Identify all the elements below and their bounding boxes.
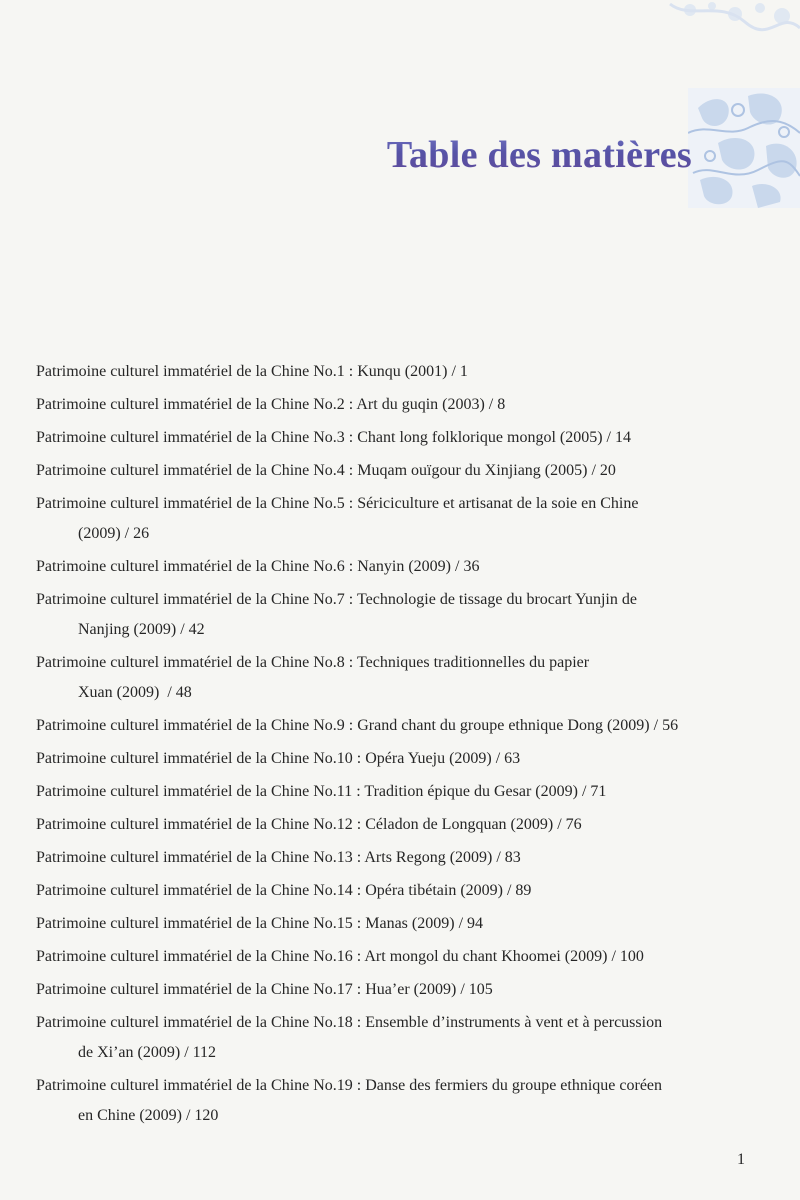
- toc-entry: [36, 390, 776, 420]
- toc-entry: [36, 711, 776, 741]
- toc-entry-line: Patrimoine culturel immatériel de la Chine No.11 : Tradition épique du Gesar (2009) / 71: [36, 783, 607, 800]
- toc-entry-line: Patrimoine culturel immatériel de la Chine No.16 : Art mongol du chant Khoomei (2009) / 100: [36, 948, 644, 965]
- toc-entry: [36, 456, 776, 486]
- toc-entry-line: Patrimoine culturel immatériel de la Chine No.5 : Sériciculture et artisanat de la soie en Chine: [36, 495, 639, 512]
- toc-entry: [36, 1008, 776, 1068]
- toc-entry: [36, 777, 776, 807]
- toc-entry: [36, 648, 776, 708]
- toc-entry: [36, 489, 776, 549]
- toc-entry-line: Patrimoine culturel immatériel de la Chine No.19 : Danse des fermiers du groupe ethnique coréen: [36, 1077, 663, 1094]
- table-of-contents: [36, 357, 776, 1134]
- page-number: 1: [737, 1151, 745, 1168]
- toc-entry-line: Patrimoine culturel immatériel de la Chine No.1 : Kunqu (2001) / 1: [36, 363, 468, 380]
- toc-entry: [36, 942, 776, 972]
- toc-entry-line: Patrimoine culturel immatériel de la Chine No.7 : Technologie de tissage du brocart Yunjin de: [36, 591, 637, 608]
- page-title: Table des matières: [386, 134, 692, 176]
- floral-ornament-icon: [688, 88, 800, 208]
- toc-entry-continuation: Xuan (2009) / 48: [78, 684, 192, 701]
- toc-entry-continuation: (2009) / 26: [78, 525, 150, 542]
- toc-entry: [36, 909, 776, 939]
- toc-entry-continuation: Nanjing (2009) / 42: [78, 621, 205, 638]
- toc-entry-line: Patrimoine culturel immatériel de la Chine No.18 : Ensemble d’instruments à vent et à percussion: [36, 1014, 663, 1031]
- toc-entry: [36, 1071, 776, 1131]
- toc-entry-continuation: en Chine (2009) / 120: [78, 1107, 219, 1124]
- toc-entry-line: Patrimoine culturel immatériel de la Chine No.14 : Opéra tibétain (2009) / 89: [36, 882, 532, 899]
- toc-entry-line: Patrimoine culturel immatériel de la Chine No.2 : Art du guqin (2003) / 8: [36, 396, 506, 413]
- toc-entry: [36, 423, 776, 453]
- floral-ornament-icon: [650, 0, 800, 40]
- toc-entry: [36, 744, 776, 774]
- toc-entry-continuation: de Xi’an (2009) / 112: [78, 1044, 217, 1061]
- toc-entry: [36, 876, 776, 906]
- toc-entry: [36, 843, 776, 873]
- toc-entry-line: Patrimoine culturel immatériel de la Chine No.12 : Céladon de Longquan (2009) / 76: [36, 816, 582, 833]
- toc-entry-line: Patrimoine culturel immatériel de la Chine No.8 : Techniques traditionnelles du papier: [36, 654, 590, 671]
- toc-entry-line: Patrimoine culturel immatériel de la Chine No.9 : Grand chant du groupe ethnique Dong (2009) / 56: [36, 717, 679, 734]
- toc-entry: [36, 357, 776, 387]
- toc-entry: [36, 975, 776, 1005]
- toc-entry-line: Patrimoine culturel immatériel de la Chine No.4 : Muqam ouïgour du Xinjiang (2005) / 20: [36, 462, 616, 479]
- toc-entry-line: Patrimoine culturel immatériel de la Chine No.6 : Nanyin (2009) / 36: [36, 558, 480, 575]
- toc-entry-line: Patrimoine culturel immatériel de la Chine No.15 : Manas (2009) / 94: [36, 915, 484, 932]
- toc-entry-line: Patrimoine culturel immatériel de la Chine No.10 : Opéra Yueju (2009) / 63: [36, 750, 521, 767]
- toc-entry: [36, 810, 776, 840]
- toc-entry-line: Patrimoine culturel immatériel de la Chine No.3 : Chant long folklorique mongol (2005) / 14: [36, 429, 631, 446]
- toc-entry-line: Patrimoine culturel immatériel de la Chine No.17 : Hua’er (2009) / 105: [36, 981, 493, 998]
- toc-entry-line: Patrimoine culturel immatériel de la Chine No.13 : Arts Regong (2009) / 83: [36, 849, 521, 866]
- toc-entry: [36, 585, 776, 645]
- toc-entry: [36, 552, 776, 582]
